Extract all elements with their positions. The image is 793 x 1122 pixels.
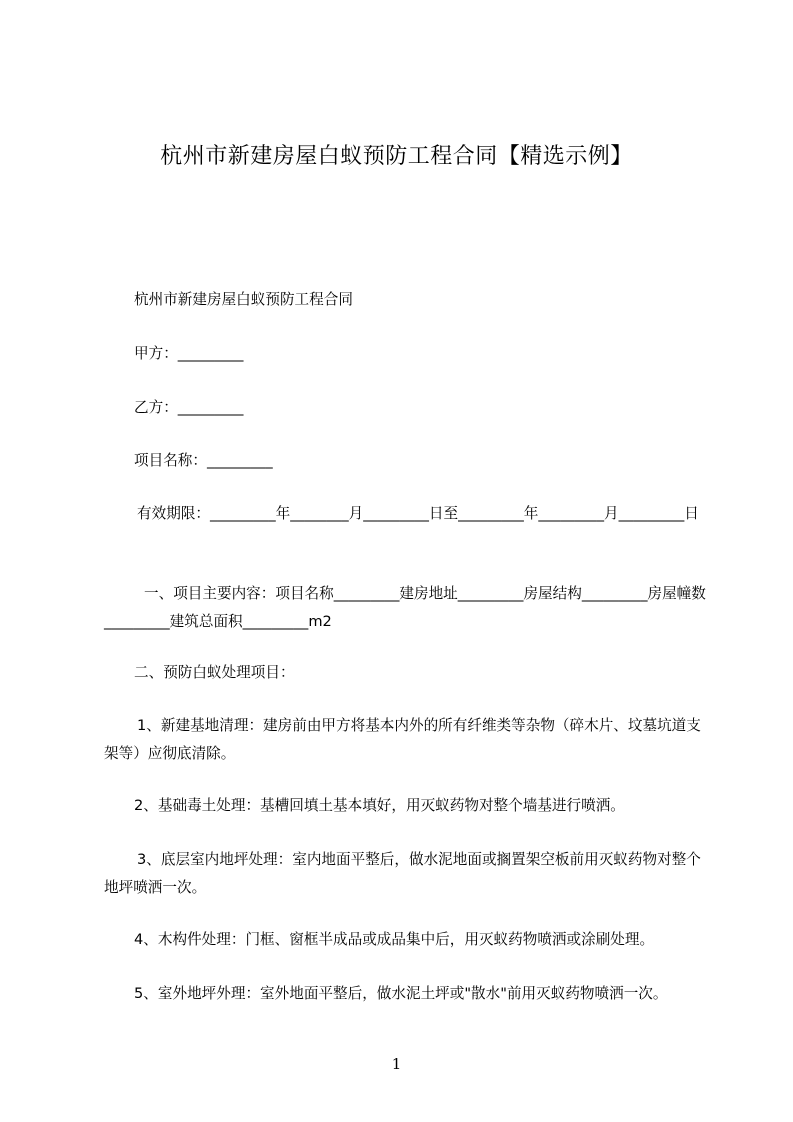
- item-3-ground-floor-treatment: 3、底层室内地坪处理：室内地面平整后，做水泥地面或搁置架空板前用灭蚁药物对整个地坪喷洒一次。: [104, 851, 701, 896]
- party-a-line: 甲方：_________: [134, 345, 244, 362]
- validity-period-line: 有效期限：_________年________月_________日至_________年_________月_________日: [137, 505, 699, 522]
- project-name-line: 项目名称：_________: [134, 452, 273, 469]
- document-title: 杭州市新建房屋白蚁预防工程合同【精选示例】: [160, 144, 633, 169]
- section-1-main-content: 一、项目主要内容：项目名称_________建房地址_________房屋结构_________房屋幢数_________建筑总面积_________m2: [104, 585, 706, 630]
- party-b-line: 乙方：_________: [134, 399, 244, 416]
- item-1-site-clearing: 1、新建基地清理：建房前由甲方将基本内外的所有纤维类等杂物（碎木片、坟墓坑道支架等）应彻底清除。: [104, 717, 701, 762]
- contract-heading: 杭州市新建房屋白蚁预防工程合同: [134, 291, 353, 308]
- item-4-wood-component-treatment: 4、木构件处理：门框、窗框半成品或成品集中后，用灭蚁药物喷洒或涂刷处理。: [134, 931, 655, 948]
- section-2-heading: 二、预防白蚁处理项目：: [134, 664, 295, 681]
- page-number: 1: [391, 1055, 402, 1073]
- item-2-foundation-soil-treatment: 2、基础毒土处理：基槽回填土基本填好，用灭蚁药物对整个墙基进行喷洒。: [134, 797, 625, 814]
- item-5-outdoor-ground-treatment: 5、室外地坪外理：室外地面平整后，做水泥土坪或"散水"前用灭蚁药物喷洒一次。: [134, 985, 668, 1002]
